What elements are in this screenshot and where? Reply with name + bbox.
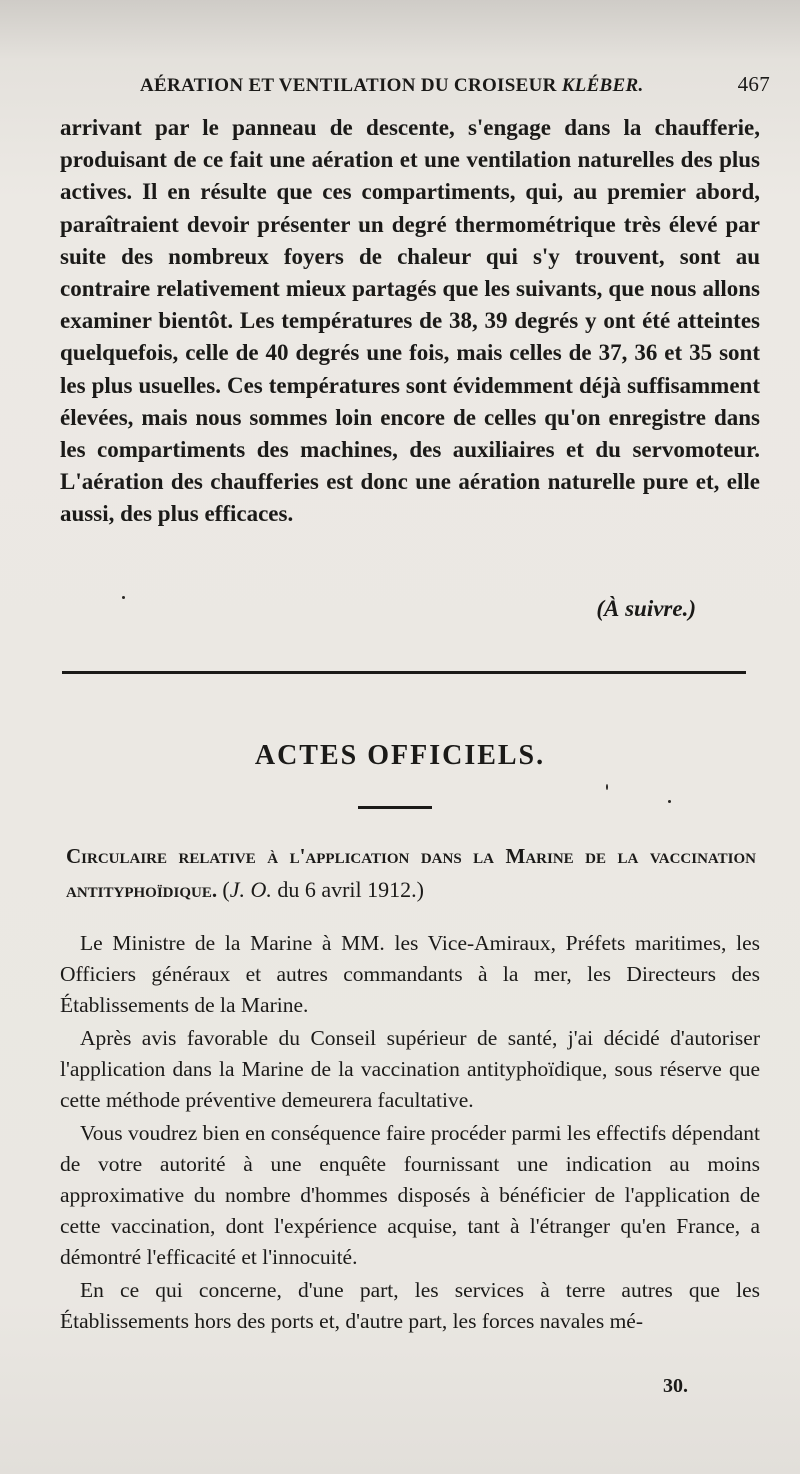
- circulaire-paragraph: Le Ministre de la Marine à MM. les Vice-Amiraux, Préfets maritimes, les Officiers généraux et autres commandants à la mer, les Directeurs des Établissements de la Marine.: [60, 931, 760, 1017]
- article-paragraph: arrivant par le panneau de descente, s'engage dans la chaufferie, produisant de ce fait une aération et une ventilation naturelles des plus actives. Il en résulte que ces compartiments, qui, au premier abord, paraîtraient devoir présenter un degré thermométrique très élevé par suite des nombreux foyers de chaleur qui s'y trouvent, sont au contraire relativement mieux partagés que les suivants, que nous allons examiner bientôt. Les températures de 38, 39 degrés y ont été atteintes quelquefois, celle de 40 degrés une fois, mais celles de 37, 36 et 35 sont les plus usuelles. Ces températures sont évidemment déjà suffisamment élevées, mais nous sommes loin encore de celles qu'on enregistre dans les compartiments des machines, des auxiliaires et du servomoteur. L'aération des chaufferies est donc une aération naturelle pure et, elle aussi, des plus efficaces.: [60, 115, 760, 527]
- ref-date: du 6 avril 1912.): [271, 877, 424, 902]
- section-divider: [62, 671, 746, 674]
- circulaire-heading-text: Circulaire relative à l'application dans la Marine de la vaccination antityphoïdique.: [66, 844, 756, 902]
- ref-open: (: [222, 877, 230, 902]
- title-underline: [358, 806, 432, 809]
- signature-mark: 30.: [663, 1375, 688, 1397]
- ref-journal: J. O.: [229, 877, 272, 902]
- circulaire-paragraph: En ce qui concerne, d'une part, les services à terre autres que les Établissements hors des ports et, d'autre part, les forces navales mé-: [60, 1278, 760, 1333]
- speck: [668, 800, 671, 803]
- continued-note: (À suivre.): [596, 596, 696, 621]
- speck: [606, 784, 608, 790]
- running-head-title-text: AÉRATION ET VENTILATION DU CROISEUR: [140, 75, 562, 96]
- circulaire-paragraph: Vous voudrez bien en conséquence faire procéder parmi les effectifs dépendant de votre autorité à une enquête fournissant une indication au moins approximative du nombre d'hommes disposés à bénéficier de l'application de cette vaccination, dont l'expérience acquise, tant à l'étranger qu'en France, a démontré l'efficacité et l'innocuité.: [60, 1121, 760, 1269]
- running-head-title-italic: KLÉBER.: [561, 75, 644, 96]
- circulaire-body: [60, 928, 760, 1337]
- running-head: [140, 72, 770, 97]
- circulaire-paragraph: Après avis favorable du Conseil supérieur de santé, j'ai décidé d'autoriser l'application dans la Marine de la vaccination antityphoïdique, sous réserve que cette méthode préventive demeurera facultative.: [60, 1026, 760, 1112]
- circulaire-reference: [222, 877, 424, 902]
- page-number: 467: [737, 72, 770, 96]
- section-title: ACTES OFFICIELS.: [254, 740, 546, 771]
- circulaire-heading: [66, 840, 756, 907]
- speck: [122, 596, 125, 599]
- running-head-title: [140, 75, 644, 97]
